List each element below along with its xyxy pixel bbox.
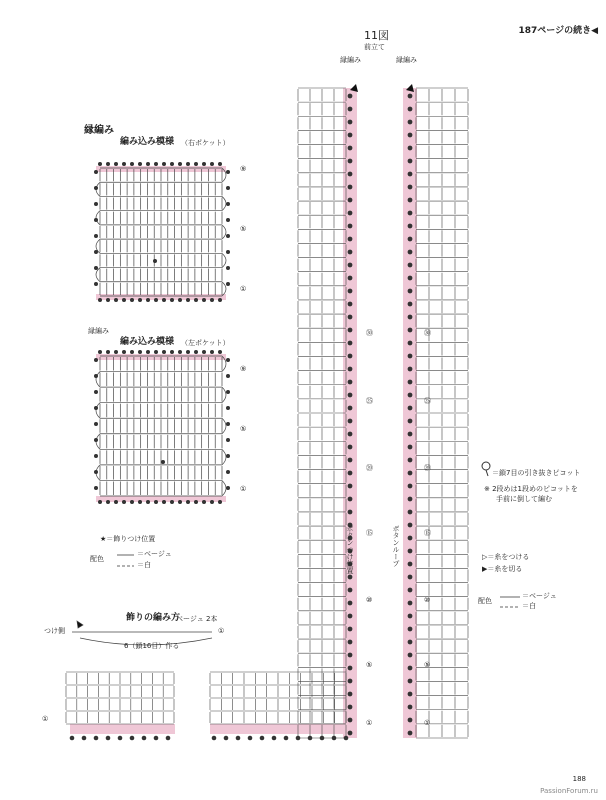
front-band-right-grid bbox=[416, 88, 468, 738]
row-mark: ㉚ bbox=[424, 329, 431, 337]
row-mark: ① bbox=[240, 485, 247, 493]
pocket-left-grid bbox=[96, 356, 226, 496]
front-band-left-grid bbox=[298, 88, 346, 738]
star-icon: ★ bbox=[100, 535, 107, 543]
decoration-title: 飾りの編み方 bbox=[126, 613, 181, 623]
pocket-left-side-note: （左ポケット） bbox=[181, 339, 230, 347]
picot-note-line2: ※ 2段めは1段めのピコットを bbox=[484, 485, 578, 493]
row-mark: ① bbox=[366, 719, 373, 727]
yarn-attach-key: ▷＝糸をつける bbox=[482, 553, 530, 561]
pocket-right-title: 編み込み模様 bbox=[120, 137, 175, 147]
picot-note-line3: 手前に倒して編む bbox=[496, 495, 552, 503]
row-mark: ⑮ bbox=[366, 529, 373, 537]
row-mark: ⑤ bbox=[424, 661, 431, 669]
continued-note: 187ページの続き◀ bbox=[518, 26, 598, 36]
pink-loop-glyph bbox=[482, 462, 490, 476]
color-key-right-label: 配色 bbox=[478, 597, 492, 605]
row-mark: ⑤ bbox=[240, 425, 247, 433]
row-mark: ⑨ bbox=[240, 365, 247, 373]
row-mark: ⑮ bbox=[424, 529, 431, 537]
color-key-right-beige: ＝ベージュ bbox=[522, 592, 557, 600]
decoration-sub: ベージュ 2本 bbox=[176, 615, 218, 623]
row-mark: ⑤ bbox=[240, 225, 247, 233]
picot-edging bbox=[70, 94, 413, 741]
row-mark: ⑳ bbox=[366, 464, 373, 472]
color-key-left-white: ＝白 bbox=[137, 561, 151, 569]
button-loop-label: ボタンループ bbox=[392, 525, 400, 567]
watermark: PassionForum.ru bbox=[540, 787, 598, 795]
decoration-key-text: ＝飾りつけ位置 bbox=[106, 535, 156, 543]
decoration-row-mark: ① bbox=[218, 627, 225, 635]
row-mark: ⑩ bbox=[424, 596, 431, 604]
row-mark: ⑤ bbox=[366, 661, 373, 669]
color-key-left-label: 配色 bbox=[90, 555, 104, 563]
row-mark: ㉕ bbox=[424, 397, 431, 405]
decoration-key bbox=[100, 536, 155, 543]
row-mark: ㉕ bbox=[366, 397, 373, 405]
pocket-right-side-note: （右ポケット） bbox=[181, 139, 230, 147]
front-edge-label-right: 縁編み bbox=[396, 56, 417, 64]
pink-edge-band bbox=[70, 88, 417, 738]
page-number: 188 bbox=[572, 775, 586, 783]
row-mark: ㉚ bbox=[366, 329, 373, 337]
row-mark: ⑩ bbox=[366, 596, 373, 604]
figure-title: 11図 bbox=[364, 29, 389, 42]
pocket-left-title: 編み込み模様 bbox=[120, 337, 175, 347]
pocket-left-edge-label: 縁編み bbox=[88, 327, 109, 335]
color-key-lines bbox=[117, 555, 523, 607]
button-attach-label: ボタンつけ位置 bbox=[346, 525, 354, 574]
row-mark: ① bbox=[424, 719, 431, 727]
hem-grid-middle bbox=[210, 672, 346, 724]
figure-subtitle: 前立て bbox=[364, 43, 385, 51]
color-key-right-white: ＝白 bbox=[522, 602, 536, 610]
pocket-right-edge-label: 縁編み bbox=[84, 125, 114, 136]
row-mark: ⑳ bbox=[424, 464, 431, 472]
hem-grid-left bbox=[66, 672, 174, 724]
row-mark: ① bbox=[240, 285, 247, 293]
front-edge-label-left: 縁編み bbox=[340, 56, 361, 64]
picot-note-line1: ＝鎖7目の引き抜きピコット bbox=[492, 469, 581, 477]
decoration-count-note: 6（鎖16目）作る bbox=[124, 642, 180, 650]
yarn-cut-key: ▶＝糸を切る bbox=[482, 565, 523, 573]
decoration-start-label: つけ側 bbox=[44, 627, 65, 635]
pocket-right-grid bbox=[96, 168, 226, 296]
row-mark: ⑨ bbox=[240, 165, 247, 173]
row-mark: ① bbox=[42, 715, 49, 723]
color-key-left-beige: ＝ベージュ bbox=[137, 550, 172, 558]
